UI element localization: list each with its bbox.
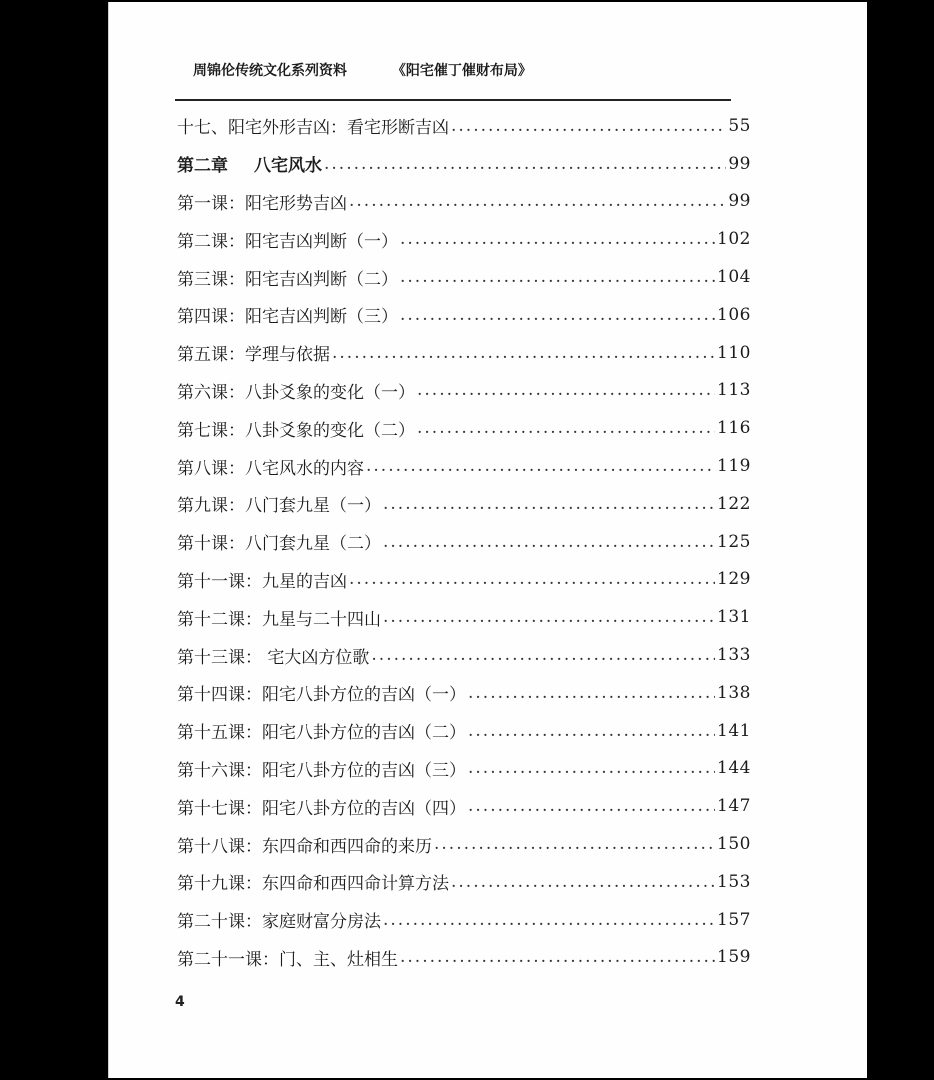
- toc-entry-title: [177, 151, 322, 176]
- toc-page-number: 55: [728, 115, 751, 136]
- dot-leader: [417, 380, 715, 400]
- toc-entry-title: 第三课：阳宅吉凶判断（二）: [177, 269, 398, 290]
- toc-row: [177, 183, 751, 221]
- dot-leader: [324, 154, 726, 174]
- toc-entry-title: 第二十课：家庭财富分房法: [177, 912, 381, 933]
- toc-entry-title: 第四课：阳宅吉凶判断（三）: [177, 307, 398, 328]
- toc-page-number: 106: [717, 304, 751, 325]
- toc-page-number: 144: [717, 758, 751, 779]
- dot-leader: [332, 343, 715, 363]
- running-header: [193, 60, 532, 80]
- dot-leader: [417, 418, 715, 438]
- toc-entry-title: 第二十一课：门、主、灶相生: [177, 949, 398, 970]
- toc-entry-title: 第十课：八门套九星（二）: [177, 534, 381, 555]
- dot-leader: [383, 532, 715, 552]
- toc-entry-title: 第七课：八卦爻象的变化（二）: [177, 420, 415, 441]
- toc-page-number: 141: [717, 720, 751, 741]
- toc-page-number: 133: [717, 645, 751, 666]
- toc-page-number: 159: [717, 947, 751, 968]
- chapter-title: 八宅风水: [254, 156, 322, 177]
- dot-leader: [468, 758, 715, 778]
- dot-leader: [451, 872, 715, 892]
- toc-page-number: 147: [717, 796, 751, 817]
- toc-row: [177, 409, 751, 447]
- toc-page-number: 104: [717, 267, 751, 288]
- toc-row: [177, 372, 751, 410]
- toc-row: [177, 750, 751, 788]
- dot-leader: [366, 456, 715, 476]
- chapter-number: 第二章: [177, 156, 228, 177]
- toc-page-number: 125: [717, 531, 751, 552]
- dot-leader: [434, 834, 715, 854]
- dot-leader: [349, 569, 715, 589]
- toc-row: [177, 296, 751, 334]
- toc-row: [177, 863, 751, 901]
- toc-page-number: 110: [717, 342, 751, 363]
- toc-page-number: 119: [717, 456, 751, 477]
- toc-row: [177, 712, 751, 750]
- toc-page-number: 99: [728, 191, 751, 212]
- toc-row: [177, 334, 751, 372]
- toc-entry-title: 第十九课：东四命和西四命计算方法: [177, 874, 449, 895]
- toc-entry-title: 第二课：阳宅吉凶判断（一）: [177, 231, 398, 252]
- dot-leader: [383, 910, 715, 930]
- toc-entry-title: 第十八课：东四命和西四命的来历: [177, 836, 432, 857]
- dot-leader: [400, 267, 715, 287]
- toc-entry-title: 第十四课：阳宅八卦方位的吉凶（一）: [177, 685, 466, 706]
- dot-leader: [349, 191, 726, 211]
- toc-page-number: 116: [717, 418, 751, 439]
- toc-row: [177, 523, 751, 561]
- toc-page-number: 150: [717, 834, 751, 855]
- toc-entry-title: 十七、阳宅外形吉凶：看宅形断吉凶: [177, 118, 449, 139]
- dot-leader: [400, 305, 715, 325]
- toc-page-number: 157: [717, 909, 751, 930]
- toc-row: [177, 107, 751, 145]
- page-number: 4: [175, 994, 185, 1010]
- toc-page-number: 138: [717, 682, 751, 703]
- toc-row: [177, 598, 751, 636]
- toc-row: [177, 787, 751, 825]
- toc-row: [177, 901, 751, 939]
- toc-entry-title: 第十六课：阳宅八卦方位的吉凶（三）: [177, 760, 466, 781]
- toc-entry-title: 第十三课： 宅大凶方位歌: [177, 647, 370, 668]
- toc-entry-title: 第十七课：阳宅八卦方位的吉凶（四）: [177, 798, 466, 819]
- toc-row: [177, 220, 751, 258]
- toc-entry-title: 第十二课：九星与二十四山: [177, 609, 381, 630]
- dot-leader: [400, 947, 715, 967]
- toc-entry-title: 第十一课：九星的吉凶: [177, 571, 347, 592]
- toc-entry-title: 第五课：学理与依据: [177, 345, 330, 366]
- series-title: 周锦伦传统文化系列资料: [193, 63, 347, 79]
- toc-entry-title: 第六课：八卦爻象的变化（一）: [177, 382, 415, 403]
- toc-entry-title: 第九课：八门套九星（一）: [177, 496, 381, 517]
- toc-page-number: 131: [717, 607, 751, 628]
- toc-row: [177, 485, 751, 523]
- toc-page-number: 153: [717, 871, 751, 892]
- toc-chapter-row: [177, 145, 751, 183]
- toc-row: [177, 825, 751, 863]
- toc-page-number: 122: [717, 493, 751, 514]
- toc-entry-title: 第八课：八宅风水的内容: [177, 458, 364, 479]
- toc-page-number: 99: [728, 153, 751, 174]
- book-title: 《阳宅催丁催财布局》: [391, 63, 532, 79]
- toc-entry-title: 第十五课：阳宅八卦方位的吉凶（二）: [177, 723, 466, 744]
- toc-page-number: 113: [717, 380, 751, 401]
- toc-page-number: 102: [717, 229, 751, 250]
- toc-row: [177, 258, 751, 296]
- dot-leader: [468, 796, 715, 816]
- dot-leader: [400, 229, 715, 249]
- document-page: [108, 2, 867, 1078]
- toc-entry-title: 第一课：阳宅形势吉凶: [177, 193, 347, 214]
- dot-leader: [468, 683, 715, 703]
- dot-leader: [383, 494, 715, 514]
- dot-leader: [383, 607, 715, 627]
- toc-row: [177, 674, 751, 712]
- dot-leader: [371, 645, 715, 665]
- header-rule: [175, 99, 731, 101]
- toc-row: [177, 636, 751, 674]
- dot-leader: [451, 116, 726, 136]
- dot-leader: [468, 721, 715, 741]
- toc-row: [177, 939, 751, 977]
- toc-row: [177, 561, 751, 599]
- toc-row: [177, 447, 751, 485]
- table-of-contents: [177, 107, 751, 976]
- toc-page-number: 129: [717, 569, 751, 590]
